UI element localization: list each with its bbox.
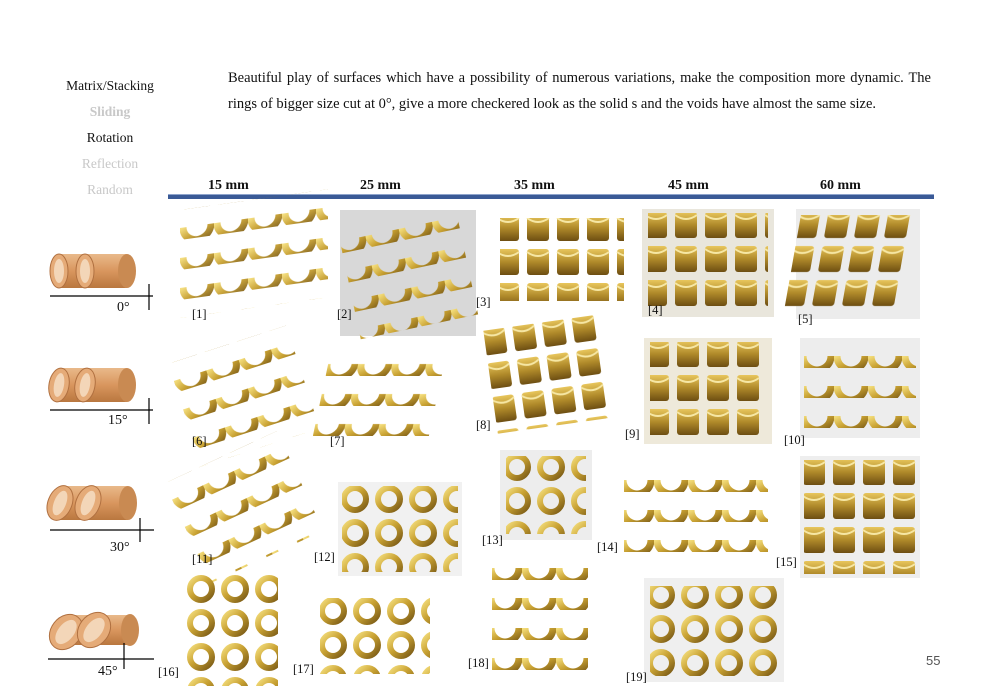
tube-icon-30 — [42, 478, 158, 542]
angle-label-30: 30° — [110, 540, 130, 555]
figure-label: [10] — [784, 433, 805, 447]
figure-label: [4] — [648, 303, 663, 317]
figure-label: [9] — [625, 427, 640, 441]
photo-18 — [488, 550, 592, 680]
photo-11 — [182, 452, 306, 562]
photo-10 — [800, 338, 920, 438]
size-header-15: 15 mm — [208, 178, 249, 193]
tube-icon-15 — [45, 362, 155, 422]
tube-icon-45 — [42, 605, 158, 669]
figure-label: [7] — [330, 434, 345, 448]
figure-label: [2] — [337, 307, 352, 321]
size-header-45: 45 mm — [668, 178, 709, 193]
photo-13 — [500, 450, 592, 540]
photo-7 — [328, 346, 452, 452]
figure-label: [18] — [468, 656, 489, 670]
figure-label: [8] — [476, 418, 491, 432]
photo-12 — [338, 482, 462, 576]
photo-5 — [796, 209, 920, 319]
photo-15 — [800, 456, 920, 578]
nav-reflection[interactable]: Reflection — [81, 156, 139, 171]
figure-label: [17] — [293, 662, 314, 676]
figure-label: [15] — [776, 555, 797, 569]
nav-random[interactable]: Random — [87, 182, 133, 197]
nav-matrix-stacking[interactable]: Matrix/Stacking — [66, 78, 154, 93]
size-header-35: 35 mm — [514, 178, 555, 193]
nav-rotation[interactable]: Rotation — [86, 130, 134, 145]
tube-icon-0 — [45, 248, 155, 308]
angle-label-0: 0° — [117, 300, 130, 315]
photo-17 — [316, 594, 434, 678]
figure-label: [1] — [192, 307, 207, 321]
size-header-25: 25 mm — [360, 178, 401, 193]
photo-19 — [644, 578, 784, 682]
photo-1 — [180, 210, 328, 318]
figure-label: [3] — [476, 295, 491, 309]
nav-sliding[interactable]: Sliding — [89, 104, 131, 119]
size-header-60: 60 mm — [820, 178, 861, 193]
figure-label: [16] — [158, 665, 179, 679]
figure-label: [6] — [192, 434, 207, 448]
figure-label: [12] — [314, 550, 335, 564]
figure-label: [11] — [192, 552, 213, 566]
angle-label-45: 45° — [98, 664, 118, 679]
figure-label: [13] — [482, 533, 503, 547]
photo-14 — [620, 462, 772, 558]
photo-2 — [340, 210, 476, 336]
photo-8 — [486, 318, 612, 430]
figure-label: [5] — [798, 312, 813, 326]
photo-16 — [184, 572, 280, 688]
description-text: Beautiful play of surfaces which have a possibility of numerous variations, make the composition more dynamic. The rings of bigger size cut at 0°, give a more checkered look as the solid s and the voids have almost the same size. — [228, 70, 931, 112]
page-number: 55 — [926, 653, 941, 668]
angle-label-15: 15° — [108, 413, 128, 428]
photo-3 — [494, 212, 630, 307]
photo-9 — [644, 338, 772, 444]
figure-label: [19] — [626, 670, 647, 684]
photo-4 — [642, 209, 774, 317]
figure-label: [14] — [597, 540, 618, 554]
